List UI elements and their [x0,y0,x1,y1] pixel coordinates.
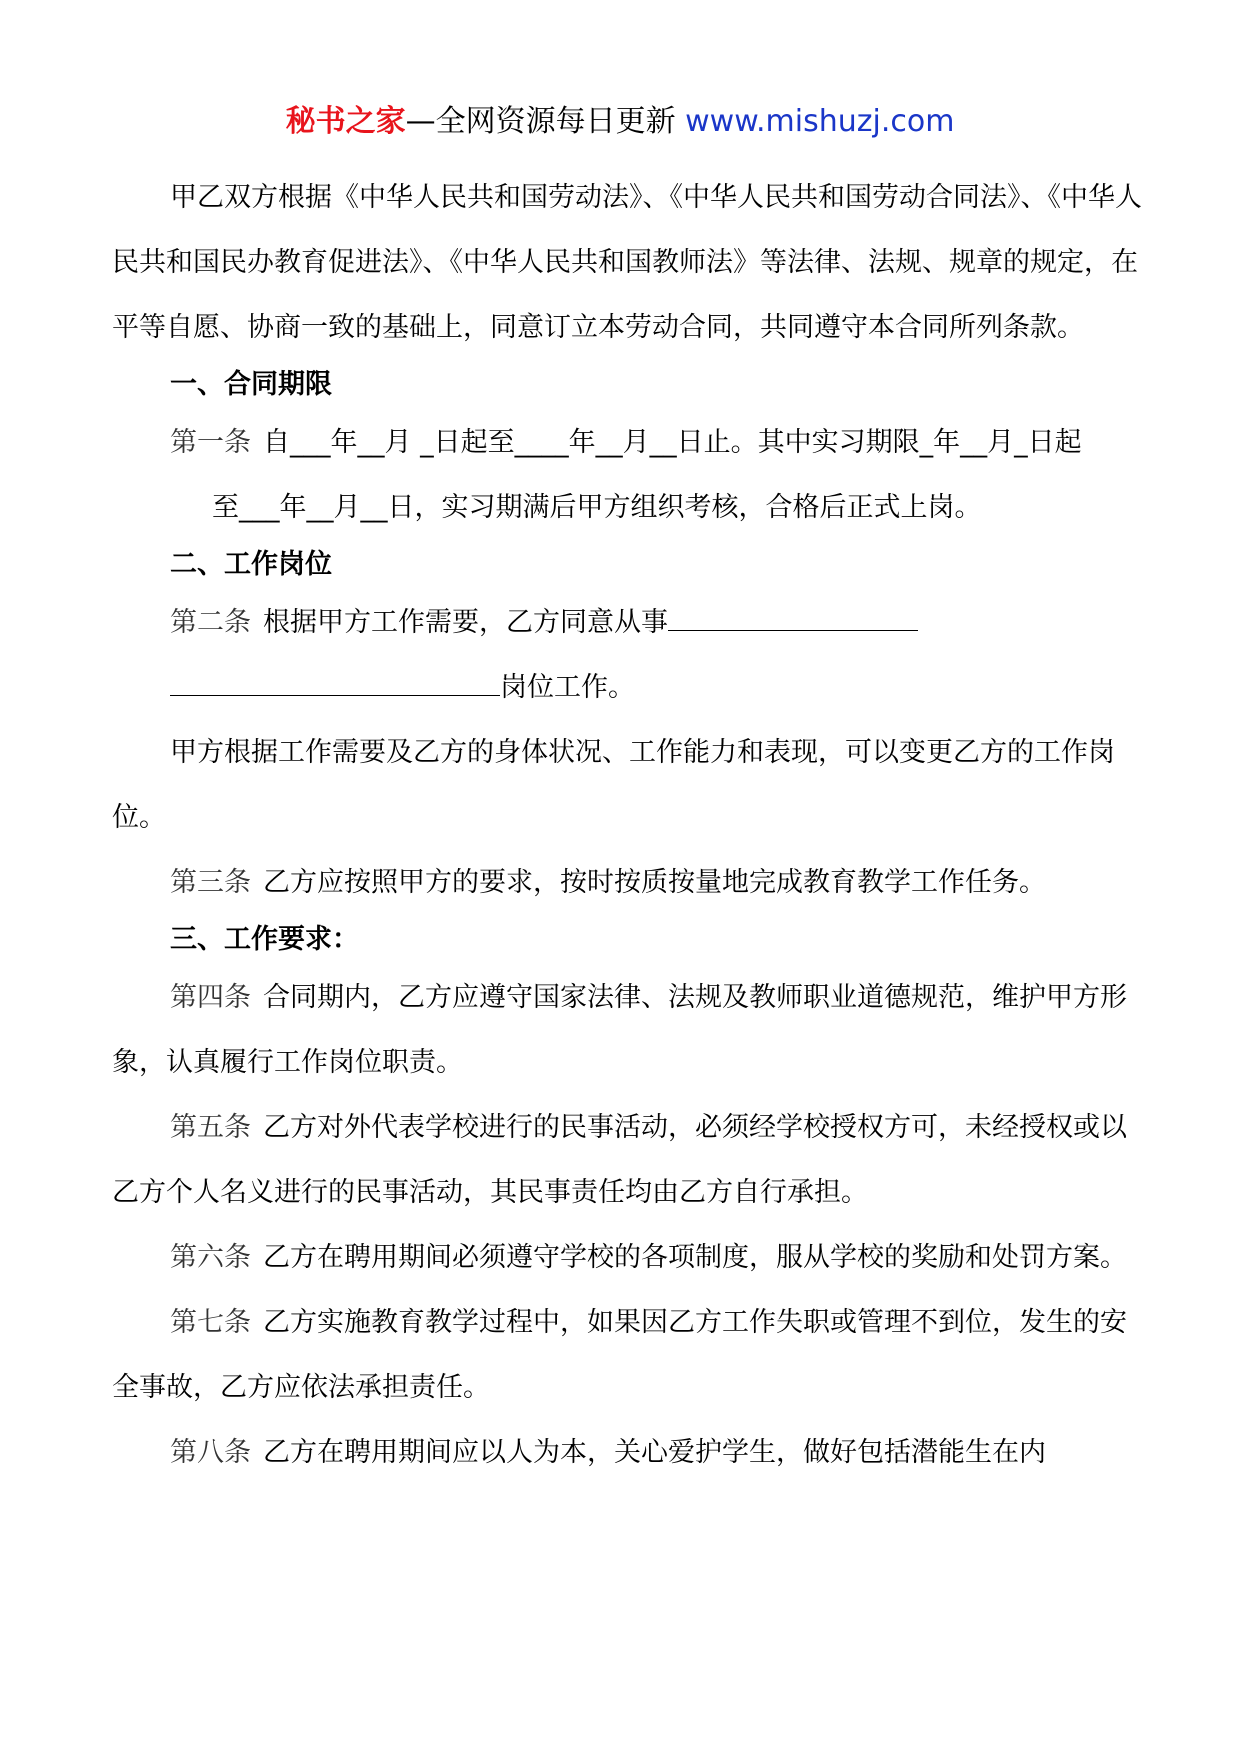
article-1 [112,410,1142,475]
header-tagline: —全网资源每日更新 [405,104,676,139]
article-2 [112,590,1142,655]
page-header [0,100,1240,144]
article-number: 第五条 [170,1112,251,1143]
article-6-text: 乙方在聘用期间必须遵守学校的各项制度，服从学校的奖励和处罚方案。 [263,1242,1127,1273]
article-3 [112,850,1142,915]
article-7 [112,1290,1142,1420]
section-heading-position: 二、工作岗位 [170,549,332,580]
position-blank-line [668,603,918,631]
article-number: 第二条 [170,607,251,638]
article-8 [112,1420,1142,1485]
article-number: 第三条 [170,867,251,898]
article-6 [112,1225,1142,1290]
article-number: 第七条 [170,1307,251,1338]
article-5 [112,1095,1142,1225]
article-5-text: 乙方对外代表学校进行的民事活动，必须经学校授权方可，未经授权或以乙方个人名义进行的民事活动，其民事责任均由乙方自行承担。 [112,1112,1127,1208]
article-number: 第八条 [170,1437,251,1468]
article-2-text: 根据甲方工作需要，乙方同意从事 [263,607,668,638]
site-url-link[interactable]: www.mishuzj.com [685,104,955,139]
article-8-text: 乙方在聘用期间应以人为本，关心爱护学生，做好包括潜能生在内 [263,1437,1046,1468]
article-number: 第四条 [170,982,251,1013]
brand-name: 秘书之家 [285,104,406,139]
article-1-line-2: 至___年__月__日，实习期满后甲方组织考核，合格后正式上岗。 [212,492,982,523]
intro-paragraph: 甲乙双方根据《中华人民共和国劳动法》、《中华人民共和国劳动合同法》、《中华人民共和国民办教育促进法》、《中华人民共和国教师法》等法律、法规、规章的规定，在平等自愿、协商一致的基础上，同意订立本劳动合同，共同遵守本合同所列条款。 [112,182,1142,343]
article-7-text: 乙方实施教育教学过程中，如果因乙方工作失职或管理不到位，发生的安全事故，乙方应依法承担责任。 [112,1307,1127,1403]
article-number: 第六条 [170,1242,251,1273]
article-4 [112,965,1142,1095]
section-heading-requirements: 三、工作要求： [170,924,359,955]
article-2-continued [112,655,1142,720]
article-2-extra: 甲方根据工作需要及乙方的身体状况、工作能力和表现，可以变更乙方的工作岗位。 [112,737,1115,833]
contract-body [112,165,1142,1485]
article-4-text: 合同期内，乙方应遵守国家法律、法规及教师职业道德规范，维护甲方形象，认真履行工作岗位职责。 [112,982,1127,1078]
section-heading-term: 一、合同期限 [170,369,332,400]
article-2-suffix: 岗位工作。 [500,672,635,703]
position-blank-line [170,668,500,696]
article-number: 第一条 [170,427,251,458]
article-3-text: 乙方应按照甲方的要求，按时按质按量地完成教育教学工作任务。 [263,867,1046,898]
article-1-line-1: 自___年__月 _日起至____年__月__日止。其中实习期限_年__月_日起 [263,427,1082,458]
